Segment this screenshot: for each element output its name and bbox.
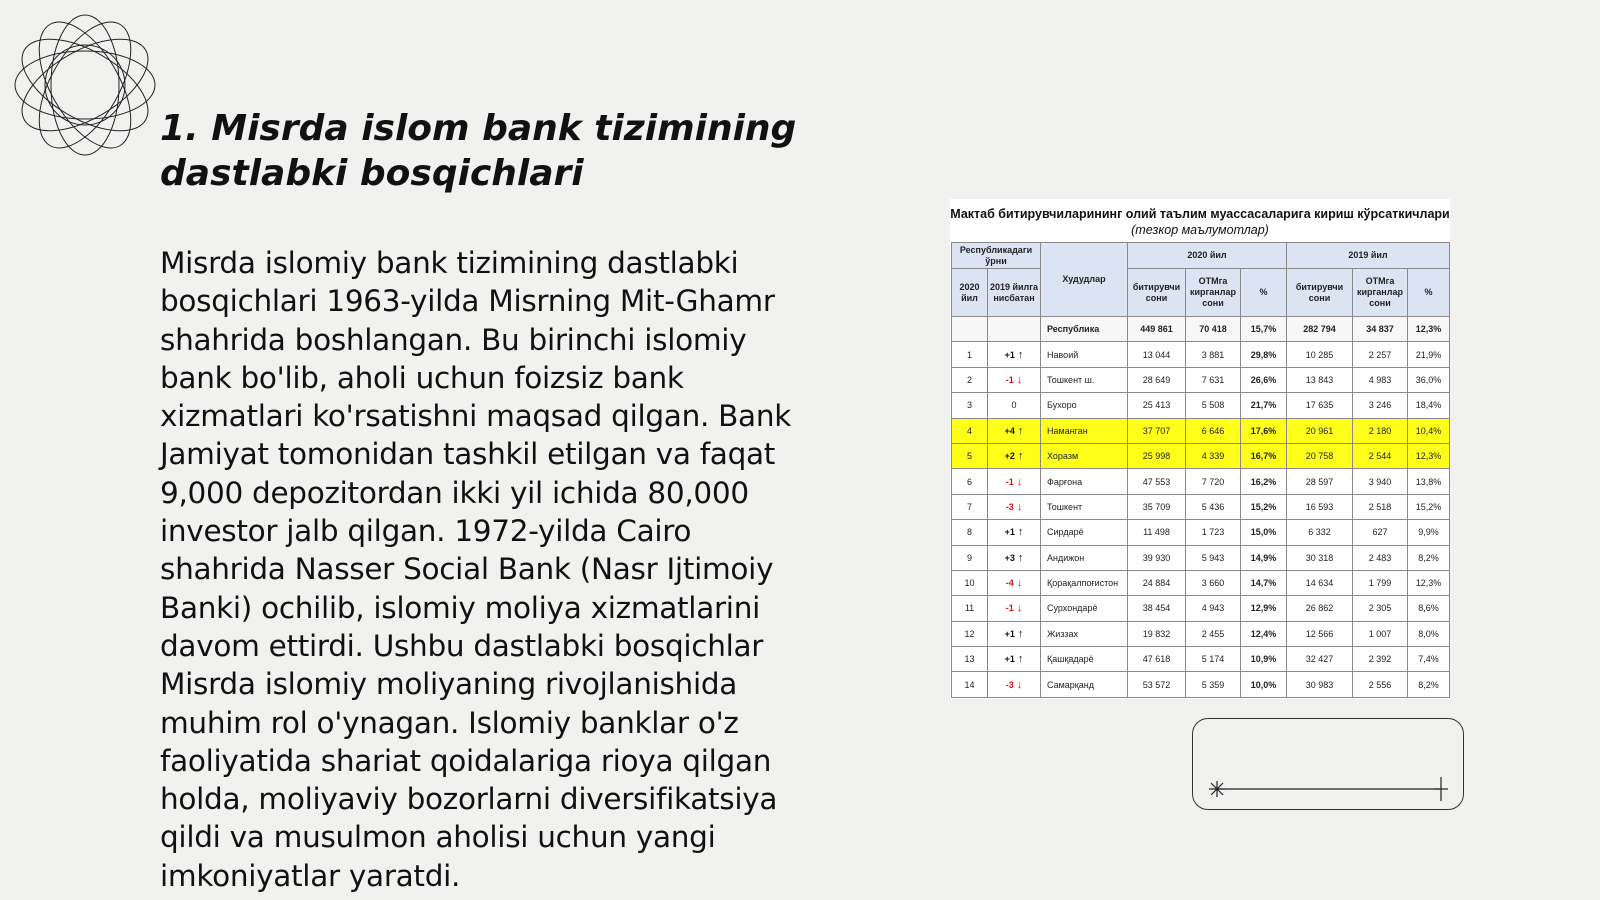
rank-change-value: +1	[1004, 527, 1015, 538]
cell-grad-2020: 53 572	[1128, 672, 1186, 697]
arrow-down-icon: ↓	[1013, 577, 1023, 590]
cell-grad-2019: 10 285	[1287, 342, 1353, 367]
table-row	[952, 621, 1450, 646]
cell-adm-2019: 2 392	[1353, 647, 1408, 672]
cell-pct-2019: 8,6%	[1408, 596, 1450, 621]
cell-adm-2020: 2 455	[1186, 621, 1241, 646]
cell-grad-2020: 28 649	[1128, 367, 1186, 392]
rank-change-value: +1	[1004, 628, 1015, 639]
cell-region: Сирдарё	[1041, 520, 1128, 545]
slide-body-text: Misrda islomiy bank tizimining dastlabki bosqichlari 1963-yilda Misrning Mit-Ghamr shahrida boshlangan. Bu birinchi islomiy bank bo'lib, aholi uchun foizsiz bank xizmatlari ko'rsatishni maqsad qilgan. Bank Jamiyat tomonidan tashkil etilgan va faqat 9,000 depozitordan ikki yil ichida 80,000 investor jalb qilgan. 1972-yilda Cairo shahrida Nasser Social Bank (Nasr Ijtimoiy Banki) ochilib, islomiy moliya xizmatlarini davom ettirdi. Ushbu dastlabki bosqichlar Misrda islomiy moliyaning rivojlanishida muhim rol o'ynagan. Islomiy banklar o'z faoliyatida shariat qoidalariga rioya qilgan holda, moliyaviy bozorlarni diversifikatsiya qildi va musulmon aholisi uchun yangi imkoniyatlar yaratdi.	[160, 246, 792, 893]
cell-pct-2020: 12,9%	[1241, 596, 1287, 621]
cell-grad-2019: 20 758	[1287, 443, 1353, 468]
table-row	[952, 545, 1450, 570]
total-pct-2019: 12,3%	[1408, 317, 1450, 342]
table-caption-main: Мактаб битирувчиларининг олий таълим муассасаларига кириш кўрсаткичлари	[950, 207, 1450, 221]
cell-rank: 6	[952, 469, 988, 494]
header-graduates-2020: битирувчи сони	[1128, 269, 1186, 317]
cell-region: Тошкент	[1041, 494, 1128, 519]
rank-change-value: -4	[1005, 578, 1014, 589]
cell-grad-2019: 20 961	[1287, 418, 1353, 443]
cell-rank: 7	[952, 494, 988, 519]
table-row	[952, 469, 1450, 494]
header-admitted-2020: ОТМга кирганлар сони	[1186, 269, 1241, 317]
concentric-rings-icon	[10, 10, 160, 160]
cell-pct-2020: 21,7%	[1241, 393, 1287, 418]
cell-rank-change	[988, 342, 1041, 367]
cell-rank-change	[988, 621, 1041, 646]
table-row	[952, 520, 1450, 545]
cell-pct-2020: 29,8%	[1241, 342, 1287, 367]
table-row	[952, 393, 1450, 418]
cell-rank-change	[988, 596, 1041, 621]
cell-region: Навоий	[1041, 342, 1128, 367]
cell-rank: 14	[952, 672, 988, 697]
cell-pct-2019: 10,4%	[1408, 418, 1450, 443]
table-caption	[950, 199, 1450, 237]
cell-grad-2020: 37 707	[1128, 418, 1186, 443]
cell-adm-2020: 4 943	[1186, 596, 1241, 621]
cell-pct-2020: 16,7%	[1241, 443, 1287, 468]
statistics-table-image	[950, 199, 1450, 699]
cell-rank-change	[988, 520, 1041, 545]
cell-rank: 4	[952, 418, 988, 443]
rank-change-value: +4	[1004, 425, 1015, 436]
cell-region: Бухоро	[1041, 393, 1128, 418]
rank-change-value: -3	[1005, 501, 1014, 512]
cell-adm-2019: 2 544	[1353, 443, 1408, 468]
cell-rank: 5	[952, 443, 988, 468]
cell-adm-2019: 2 257	[1353, 342, 1408, 367]
cell-grad-2019: 6 332	[1287, 520, 1353, 545]
cell-rank: 8	[952, 520, 988, 545]
header-rank-2020: 2020 йил	[952, 269, 988, 317]
cell-grad-2020: 47 553	[1128, 469, 1186, 494]
arrow-down-icon: ↓	[1013, 500, 1023, 513]
table-row	[952, 672, 1450, 697]
cell-pct-2020: 14,9%	[1241, 545, 1287, 570]
cell-grad-2019: 16 593	[1287, 494, 1353, 519]
cell-rank: 2	[952, 367, 988, 392]
cell-rank: 10	[952, 570, 988, 595]
rank-change-value: +1	[1004, 349, 1015, 360]
cell-adm-2019: 1 007	[1353, 621, 1408, 646]
cell-region: Жиззах	[1041, 621, 1128, 646]
total-adm-2019: 34 837	[1353, 317, 1408, 342]
cell-rank-change	[988, 418, 1041, 443]
arrow-down-icon: ↓	[1013, 373, 1023, 386]
cell-adm-2020: 5 436	[1186, 494, 1241, 519]
cell-grad-2019: 28 597	[1287, 469, 1353, 494]
cell-pct-2020: 15,0%	[1241, 520, 1287, 545]
cell-grad-2020: 11 498	[1128, 520, 1186, 545]
cell-adm-2019: 627	[1353, 520, 1408, 545]
total-label: Республика	[1041, 317, 1128, 342]
cell-adm-2019: 3 940	[1353, 469, 1408, 494]
cell-pct-2019: 8,2%	[1408, 545, 1450, 570]
arrow-down-icon: ↓	[1013, 678, 1023, 691]
rank-change-value: -1	[1005, 603, 1014, 614]
cell-adm-2019: 2 305	[1353, 596, 1408, 621]
cell-grad-2020: 38 454	[1128, 596, 1186, 621]
arrow-down-icon: ↓	[1013, 602, 1023, 615]
cell-grad-2019: 14 634	[1287, 570, 1353, 595]
rank-change-value: +2	[1004, 451, 1015, 462]
cell-adm-2020: 7 631	[1186, 367, 1241, 392]
cell-adm-2020: 5 943	[1186, 545, 1241, 570]
cell-rank-change	[988, 367, 1041, 392]
cell-pct-2019: 13,8%	[1408, 469, 1450, 494]
cell-region: Сурхондарё	[1041, 596, 1128, 621]
cell-adm-2020: 7 720	[1186, 469, 1241, 494]
cell-region: Хоразм	[1041, 443, 1128, 468]
table-row	[952, 342, 1450, 367]
cell-grad-2019: 30 318	[1287, 545, 1353, 570]
cell-grad-2020: 24 884	[1128, 570, 1186, 595]
arrow-up-icon: ↑	[1014, 348, 1024, 361]
cell-adm-2019: 2 518	[1353, 494, 1408, 519]
cell-grad-2020: 25 998	[1128, 443, 1186, 468]
cell-rank-change	[988, 545, 1041, 570]
cell-grad-2020: 47 618	[1128, 647, 1186, 672]
table-row	[952, 418, 1450, 443]
arrow-up-icon: ↑	[1014, 653, 1024, 666]
cell-rank-change	[988, 647, 1041, 672]
header-region: Худудлар	[1041, 243, 1128, 317]
header-year-2020: 2020 йил	[1128, 243, 1287, 269]
cell-adm-2020: 3 660	[1186, 570, 1241, 595]
cell-pct-2020: 12,4%	[1241, 621, 1287, 646]
arrow-down-icon: ↓	[1013, 475, 1023, 488]
cell-pct-2020: 17,6%	[1241, 418, 1287, 443]
cell-rank: 11	[952, 596, 988, 621]
cell-pct-2019: 8,2%	[1408, 672, 1450, 697]
cell-adm-2020: 4 339	[1186, 443, 1241, 468]
cell-adm-2019: 4 983	[1353, 367, 1408, 392]
table-row	[952, 647, 1450, 672]
cell-grad-2020: 39 930	[1128, 545, 1186, 570]
cell-rank-change	[988, 570, 1041, 595]
cell-adm-2020: 3 881	[1186, 342, 1241, 367]
rank-change-value: -3	[1005, 679, 1014, 690]
table-row	[952, 494, 1450, 519]
cell-pct-2020: 10,0%	[1241, 672, 1287, 697]
cell-rank-change	[988, 443, 1041, 468]
table-caption-note: (тезкор маълумотлар)	[1131, 223, 1269, 237]
cell-grad-2020: 13 044	[1128, 342, 1186, 367]
rank-change-value: +1	[1004, 654, 1015, 665]
rank-change-value: 0	[1011, 400, 1017, 411]
cell-adm-2020: 1 723	[1186, 520, 1241, 545]
header-percent-2019: %	[1408, 269, 1450, 317]
table-row	[952, 443, 1450, 468]
cell-adm-2020: 5 508	[1186, 393, 1241, 418]
header-rank-group: Республикадаги ўрни	[952, 243, 1041, 269]
cell-rank-change	[988, 393, 1041, 418]
cell-adm-2019: 2 483	[1353, 545, 1408, 570]
sparkle-line-icon	[1193, 719, 1465, 811]
cell-pct-2019: 15,2%	[1408, 494, 1450, 519]
header-graduates-2019: битирувчи сони	[1287, 269, 1353, 317]
rank-change-value: +3	[1004, 552, 1015, 563]
total-pct-2020: 15,7%	[1241, 317, 1287, 342]
header-rank-vs-2019: 2019 йилга нисбатан	[988, 269, 1041, 317]
header-percent-2020: %	[1241, 269, 1287, 317]
cell-adm-2020: 5 174	[1186, 647, 1241, 672]
cell-adm-2019: 2 180	[1353, 418, 1408, 443]
cell-adm-2019: 2 556	[1353, 672, 1408, 697]
cell-adm-2019: 1 799	[1353, 570, 1408, 595]
cell-region: Андижон	[1041, 545, 1128, 570]
cell-pct-2020: 10,9%	[1241, 647, 1287, 672]
cell-grad-2020: 25 413	[1128, 393, 1186, 418]
cell-pct-2019: 18,4%	[1408, 393, 1450, 418]
arrow-up-icon: ↑	[1014, 450, 1024, 463]
rank-change-value: -1	[1005, 476, 1014, 487]
cell-pct-2019: 21,9%	[1408, 342, 1450, 367]
cell-pct-2020: 26,6%	[1241, 367, 1287, 392]
cell-pct-2019: 7,4%	[1408, 647, 1450, 672]
cell-rank: 1	[952, 342, 988, 367]
cell-region: Тошкент ш.	[1041, 367, 1128, 392]
cell-rank: 9	[952, 545, 988, 570]
cell-region: Фарғона	[1041, 469, 1128, 494]
table-row	[952, 367, 1450, 392]
cell-grad-2019: 30 983	[1287, 672, 1353, 697]
arrow-up-icon: ↑	[1014, 551, 1024, 564]
header-admitted-2019: ОТМга кирганлар сони	[1353, 269, 1408, 317]
cell-adm-2020: 6 646	[1186, 418, 1241, 443]
cell-pct-2020: 14,7%	[1241, 570, 1287, 595]
cell-pct-2020: 16,2%	[1241, 469, 1287, 494]
cell-pct-2020: 15,2%	[1241, 494, 1287, 519]
cell-grad-2019: 32 427	[1287, 647, 1353, 672]
cell-rank-change	[988, 469, 1041, 494]
cell-region: Наманган	[1041, 418, 1128, 443]
cell-grad-2019: 26 862	[1287, 596, 1353, 621]
cell-pct-2019: 12,3%	[1408, 443, 1450, 468]
table-row	[952, 596, 1450, 621]
cell-rank: 13	[952, 647, 988, 672]
cell-grad-2019: 13 843	[1287, 367, 1353, 392]
cell-grad-2019: 17 635	[1287, 393, 1353, 418]
cell-adm-2020: 5 359	[1186, 672, 1241, 697]
table-row	[952, 570, 1450, 595]
cell-grad-2019: 12 566	[1287, 621, 1353, 646]
decorative-frame	[1192, 718, 1464, 810]
cell-region: Қорақалпоғистон	[1041, 570, 1128, 595]
cell-pct-2019: 8,0%	[1408, 621, 1450, 646]
cell-rank: 12	[952, 621, 988, 646]
header-year-2019: 2019 йил	[1287, 243, 1450, 269]
table-row-total	[952, 317, 1450, 342]
cell-region: Самарқанд	[1041, 672, 1128, 697]
arrow-up-icon: ↑	[1014, 424, 1024, 437]
cell-pct-2019: 36,0%	[1408, 367, 1450, 392]
cell-rank-change	[988, 672, 1041, 697]
arrow-up-icon: ↑	[1014, 627, 1024, 640]
cell-pct-2019: 12,3%	[1408, 570, 1450, 595]
cell-rank-change	[988, 494, 1041, 519]
cell-grad-2020: 19 832	[1128, 621, 1186, 646]
rank-change-value: -1	[1005, 374, 1014, 385]
cell-adm-2019: 3 246	[1353, 393, 1408, 418]
total-grad-2020: 449 861	[1128, 317, 1186, 342]
total-grad-2019: 282 794	[1287, 317, 1353, 342]
admissions-table	[951, 242, 1450, 698]
slide-title: 1. Misrda islom bank tizimining dastlabki bosqichlari	[160, 108, 797, 194]
cell-rank: 3	[952, 393, 988, 418]
arrow-up-icon: ↑	[1014, 526, 1024, 539]
cell-pct-2019: 9,9%	[1408, 520, 1450, 545]
cell-grad-2020: 35 709	[1128, 494, 1186, 519]
cell-region: Қашқадарё	[1041, 647, 1128, 672]
total-adm-2020: 70 418	[1186, 317, 1241, 342]
